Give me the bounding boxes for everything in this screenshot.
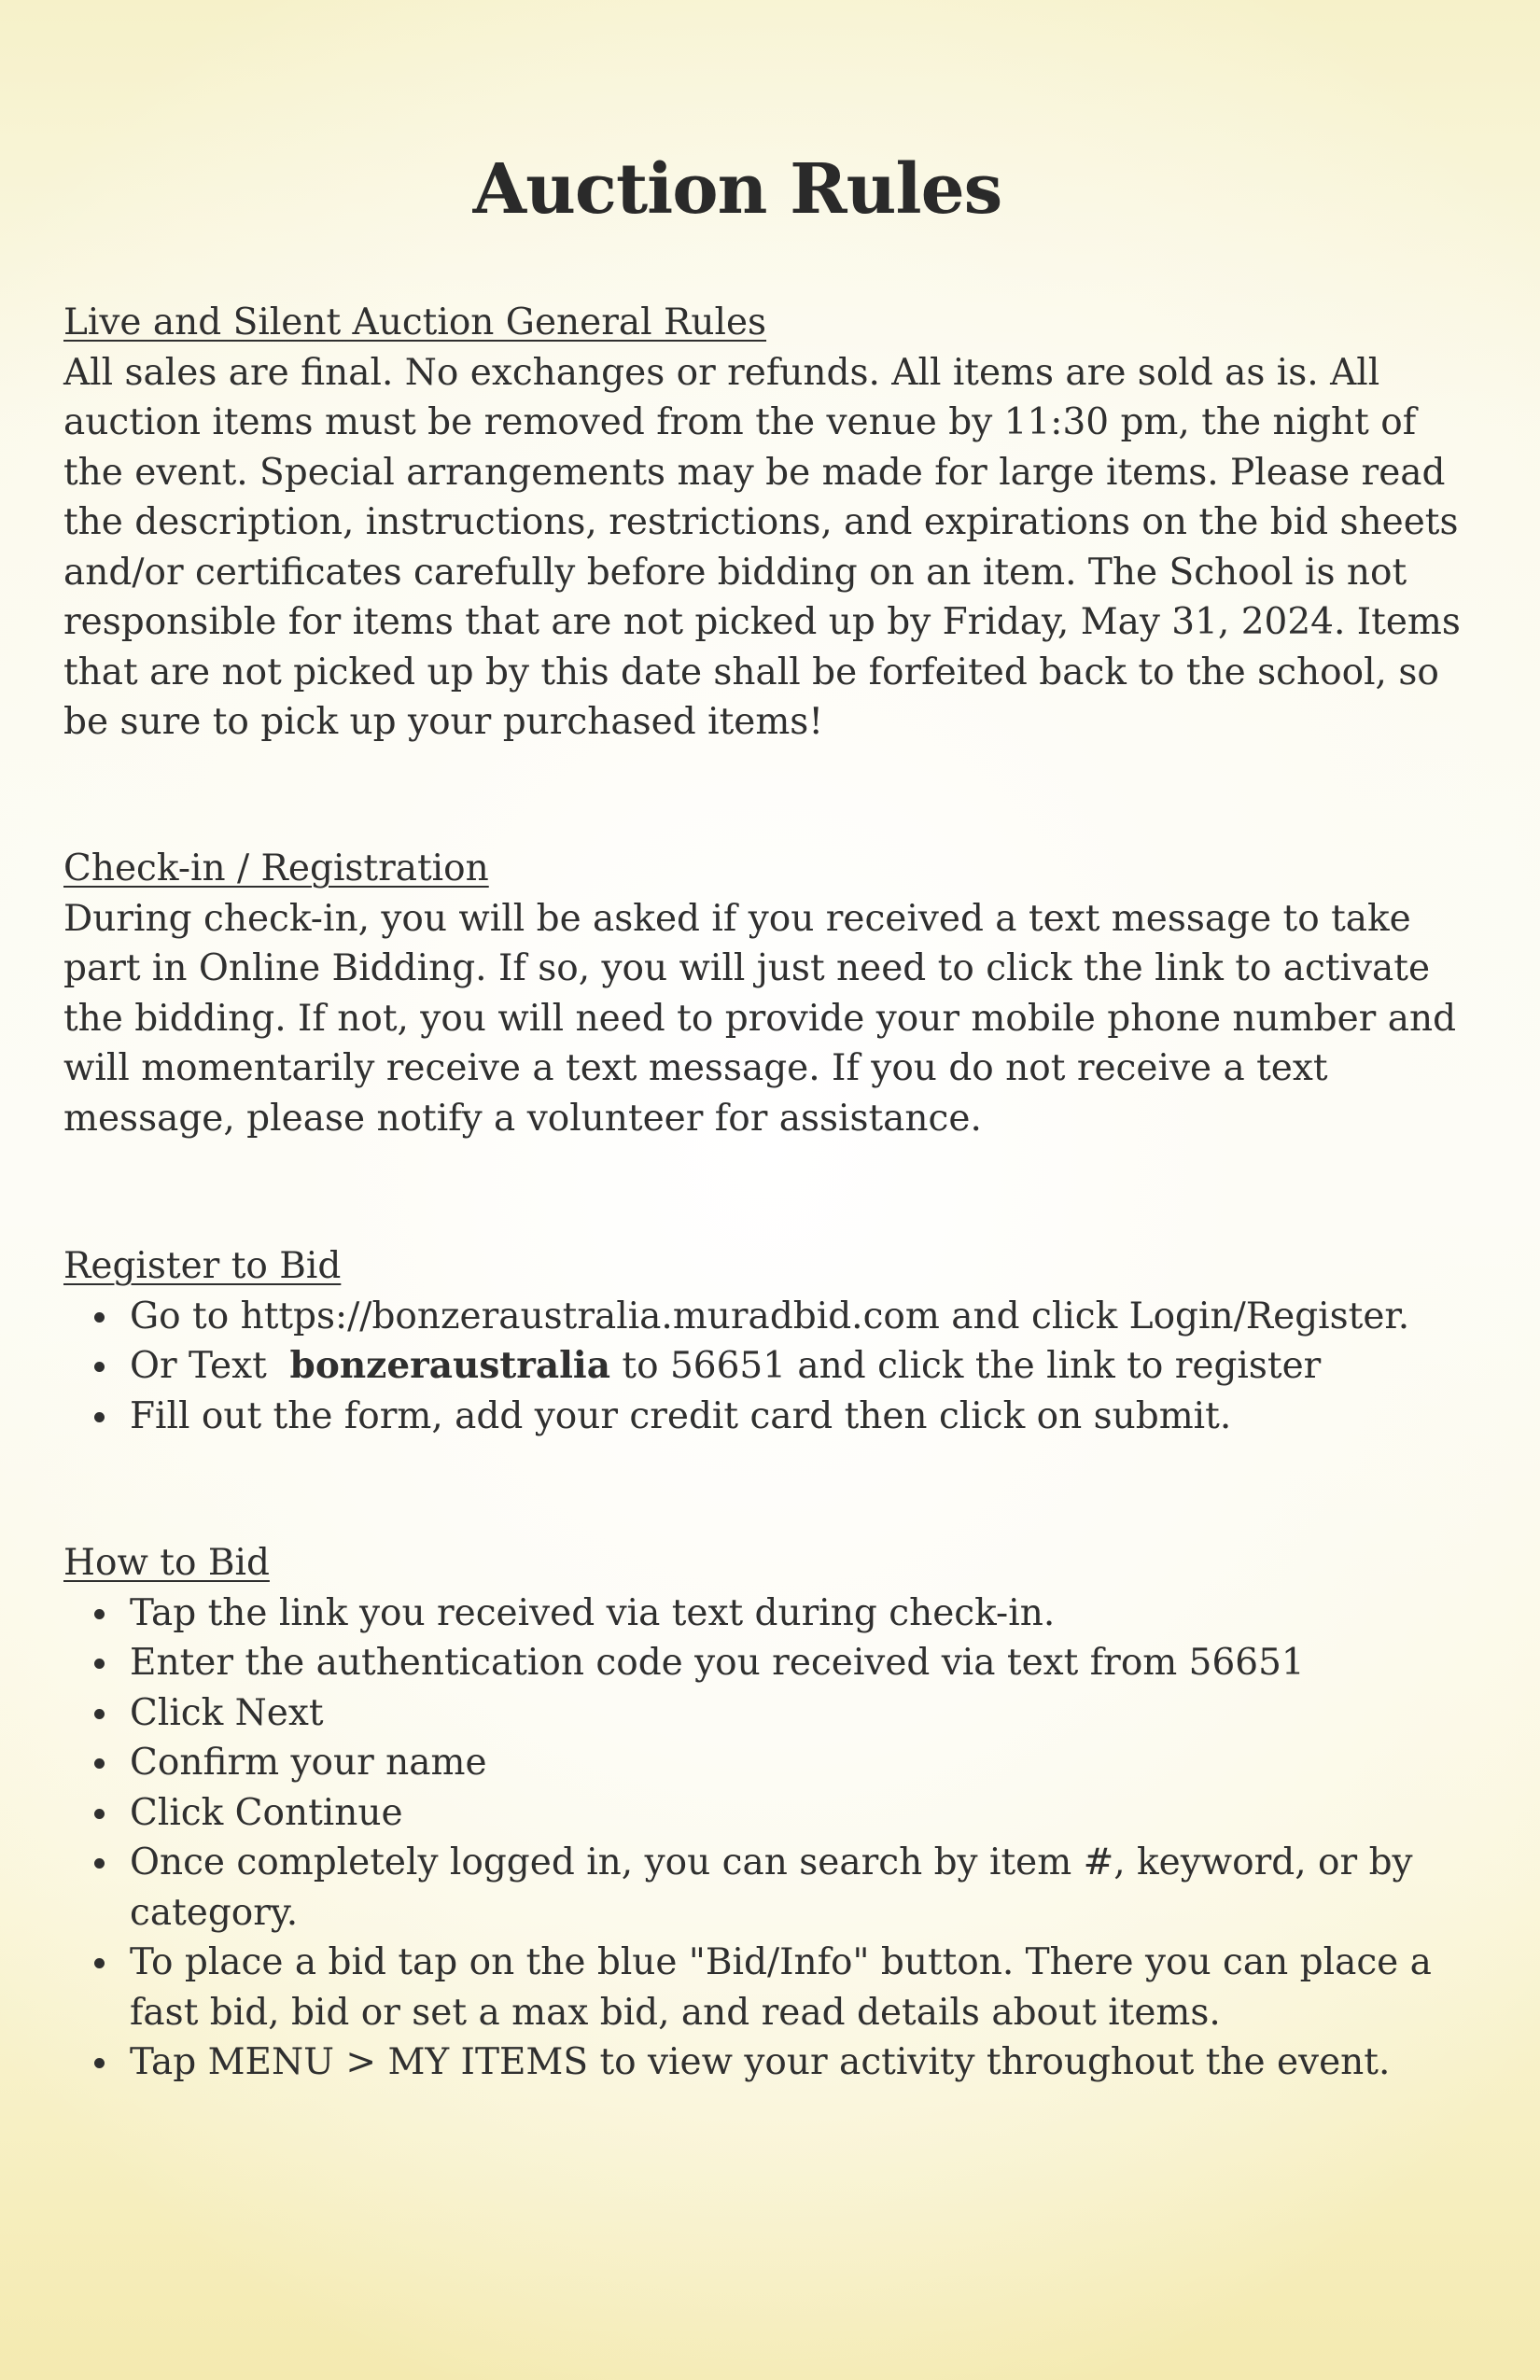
page-title: Auction Rules [472, 149, 1002, 230]
how-to-bid-list [63, 1589, 1463, 2088]
how-to-bid-heading: How to Bid [63, 1542, 270, 1584]
register-to-bid-heading: Register to Bid [63, 1245, 342, 1287]
general-rules-text: All sales are final. No exchanges or refunds. All items are sold as is. All auction items must be removed from the venue by 11:30 pm, the night of the event. Special arrangements may be made for large items. Please read the description, instructions, restrictions, and expirations on the bid sheets and/or certificates carefully before bidding on an item. The School is not responsible for items that are not picked up by Friday, May 31, 2024. Items that are not picked up by this date shall be forfeited back to the school, so be sure to pick up your purchased items! [63, 351, 1461, 743]
list-item: To place a bid tap on the blue "Bid/Info" button. There you can place a fast bid, bid or set a max bid, and read details about items. [130, 1938, 1463, 2037]
list-item: Fill out the form, add your credit card then click on submit. [130, 1392, 1463, 1442]
list-item: Go to https://bonzeraustralia.muradbid.com and click Login/Register. [130, 1292, 1463, 1342]
list-item: Click Continue [130, 1788, 1463, 1839]
check-in-section [63, 844, 1463, 1143]
general-rules-heading: Live and Silent Auction General Rules [63, 301, 767, 343]
list-item: Tap MENU > MY ITEMS to view your activity throughout the event. [130, 2037, 1463, 2088]
how-to-bid-section [63, 1538, 1463, 2088]
text-suffix: to 56651 and click the link to register [622, 1345, 1322, 1387]
text-prefix: Or Text [130, 1345, 267, 1387]
register-to-bid-section [63, 1241, 1463, 1441]
list-item: Confirm your name [130, 1738, 1463, 1788]
general-rules-section [63, 298, 1463, 748]
list-item [130, 1341, 1463, 1392]
list-item: Tap the link you received via text during check-in. [130, 1589, 1463, 1639]
check-in-text: During check-in, you will be asked if you received a text message to take part in Online Bidding. If so, you will just need to click the link to activate the bidding. If not, you will need to provide your mobile phone number and will momentarily receive a text message. If you do not receive a text message, please notify a volunteer for assistance. [63, 897, 1457, 1140]
list-item: Once completely logged in, you can search by item #, keyword, or by category. [130, 1838, 1463, 1938]
register-steps-list [63, 1292, 1463, 1442]
check-in-heading: Check-in / Registration [63, 847, 489, 889]
text-keyword: bonzeraustralia [289, 1344, 611, 1387]
list-item: Click Next [130, 1688, 1463, 1739]
list-item: Enter the authentication code you received via text from 56651 [130, 1638, 1463, 1688]
